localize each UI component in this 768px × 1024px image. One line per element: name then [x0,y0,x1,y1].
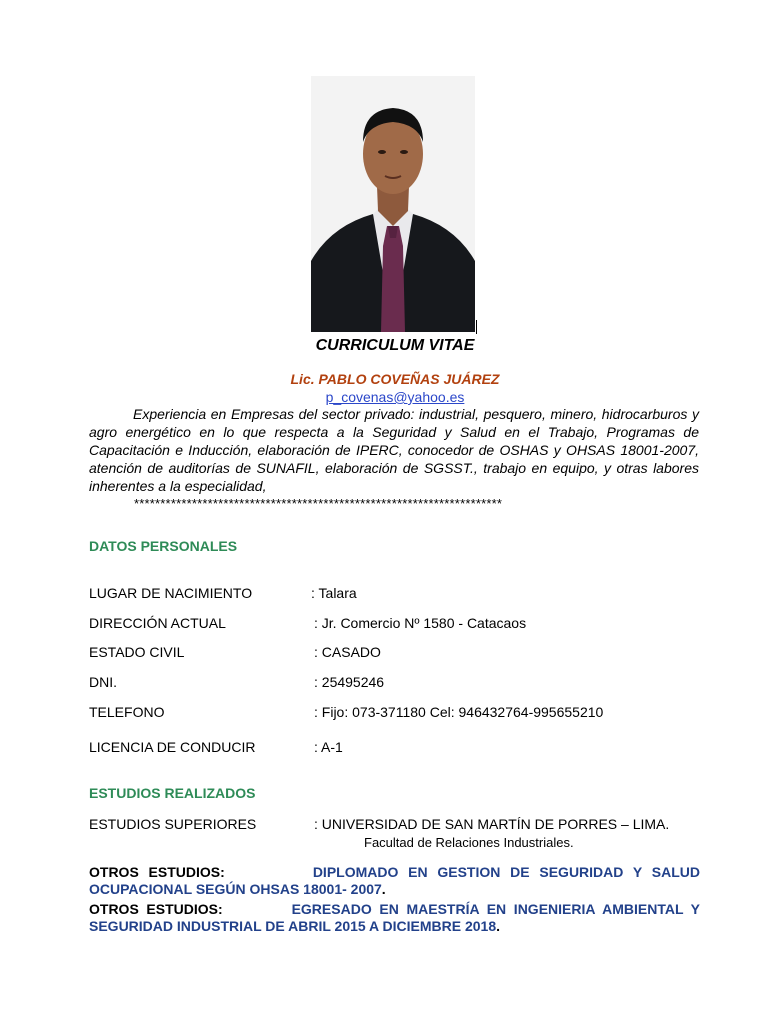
summary-text: Experiencia en Empresas del sector privado: industrial, pesquero, minero, hidrocarburos y agro energético en lo que respecta a la Seguridad y Salud en el Trabajo, Programas de Capacitación e Inducción, elaboración de IPERC, conocedor de OSHAS y OHSAS 18001-2007, atención de auditorías de SUNAFIL, elaboración de SGSST., trabajo en equipo, y otras labores inherentes a la especialidad, [89,406,699,494]
field-label-higher-studies: ESTUDIOS SUPERIORES [89,816,257,832]
portrait-illustration [311,76,475,332]
studies-heading: ESTUDIOS REALIZADOS [89,785,256,801]
other-studies-1-value: DIPLOMADO EN GESTION DE SEGURIDAD Y SALUD OCUPACIONAL SEGÚN OHSAS 18001- 2007 [89,864,700,897]
personal-data-heading: DATOS PERSONALES [89,538,238,554]
field-value-dni: : 25495246 [314,674,385,690]
candidate-name: Lic. PABLO COVEÑAS JUÁREZ [290,371,500,387]
email-link-line [0,389,768,405]
field-value-faculty: Facultad de Relaciones Industriales. [364,835,574,850]
field-value-higher-studies: : UNIVERSIDAD DE SAN MARTÍN DE PORRES – LIMA. [314,816,670,832]
field-label-dni: DNI. [89,674,117,690]
other-studies-2-label: OTROS ESTUDIOS: [89,901,223,917]
other-studies-2-period: . [496,918,501,934]
field-label-phone: TELEFONO [89,704,165,720]
profile-photo [311,76,475,332]
field-label-address: DIRECCIÓN ACTUAL [89,615,226,631]
document-title: CURRICULUM VITAE [315,337,475,354]
field-label-birthplace: LUGAR DE NACIMIENTO [89,585,253,601]
other-studies-1 [89,864,700,898]
other-studies-2 [89,901,700,935]
field-label-license: LICENCIA DE CONDUCIR [89,739,256,755]
field-value-birthplace: : Talara [311,585,357,601]
other-studies-1-label: OTROS ESTUDIOS: [89,864,225,880]
email-link[interactable]: p_covenas@yahoo.es [325,389,465,405]
field-label-marital-status: ESTADO CIVIL [89,644,185,660]
field-value-phone: : Fijo: 073-371180 Cel: 946432764-995655210 [314,704,604,720]
field-value-license: : A-1 [314,739,343,755]
field-value-address: : Jr. Comercio Nº 1580 - Catacaos [314,615,527,631]
separator-stars: ********************************************************************** [134,496,503,511]
field-value-marital-status: : CASADO [314,644,381,660]
text-cursor-mark [476,320,477,334]
other-studies-1-period: . [381,881,386,897]
summary-paragraph [89,405,699,495]
other-studies-2-value: EGRESADO EN MAESTRÍA EN INGENIERIA AMBIENTAL Y SEGURIDAD INDUSTRIAL DE ABRIL 2015 A DICIEMBRE 2018 [89,901,700,934]
